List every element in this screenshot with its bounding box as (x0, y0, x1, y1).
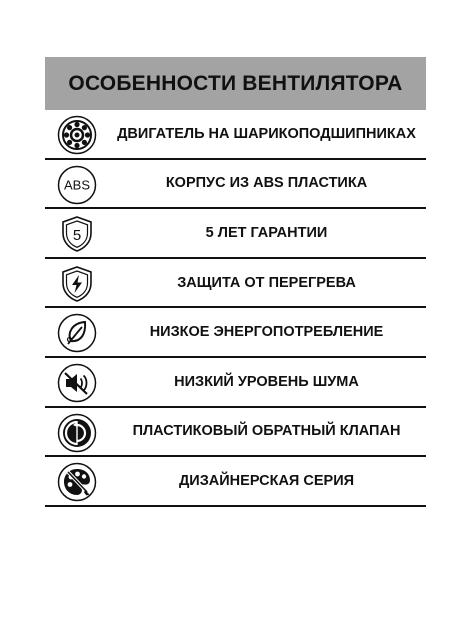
svg-text:ABS: ABS (63, 177, 91, 193)
feature-row-noise (45, 358, 426, 408)
feature-label: НИЗКИЙ УРОВЕНЬ ШУМА (174, 373, 359, 390)
feature-row-abs (45, 160, 426, 210)
feature-label: КОРПУС ИЗ ABS ПЛАСТИКА (165, 175, 368, 192)
feature-label: НИЗКОЕ ЭНЕРГОПОТРЕБЛЕНИЕ (149, 324, 384, 341)
feature-row-valve (45, 408, 426, 458)
feature-row-overheat (45, 259, 426, 309)
feature-label: 5 ЛЕТ ГАРАНТИИ (205, 224, 328, 241)
feature-row-bearing (45, 110, 426, 160)
backflow-valve-icon (57, 413, 97, 453)
features-title: ОСОБЕННОСТИ ВЕНТИЛЯТОРА (68, 71, 403, 95)
features-list (45, 110, 426, 507)
svg-text:5: 5 (72, 227, 82, 245)
shield-5-icon (57, 214, 97, 254)
features-header (45, 57, 426, 110)
feature-label: ПЛАСТИКОВЫЙ ОБРАТНЫЙ КЛАПАН (132, 423, 401, 440)
leaf-icon (57, 313, 97, 353)
feature-label: ДВИГАТЕЛЬ НА ШАРИКОПОДШИПНИКАХ (117, 125, 416, 142)
feature-label: ЗАЩИТА ОТ ПЕРЕГРЕВА (177, 274, 356, 291)
palette-brush-icon (57, 462, 97, 502)
abs-icon (57, 165, 97, 205)
speaker-mute-icon (57, 363, 97, 403)
feature-label: ДИЗАЙНЕРСКАЯ СЕРИЯ (178, 472, 355, 489)
feature-row-warranty (45, 209, 426, 259)
ball-bearing-icon (57, 115, 97, 155)
feature-row-energy (45, 308, 426, 358)
shield-lightning-icon (57, 264, 97, 304)
feature-row-design (45, 457, 426, 507)
